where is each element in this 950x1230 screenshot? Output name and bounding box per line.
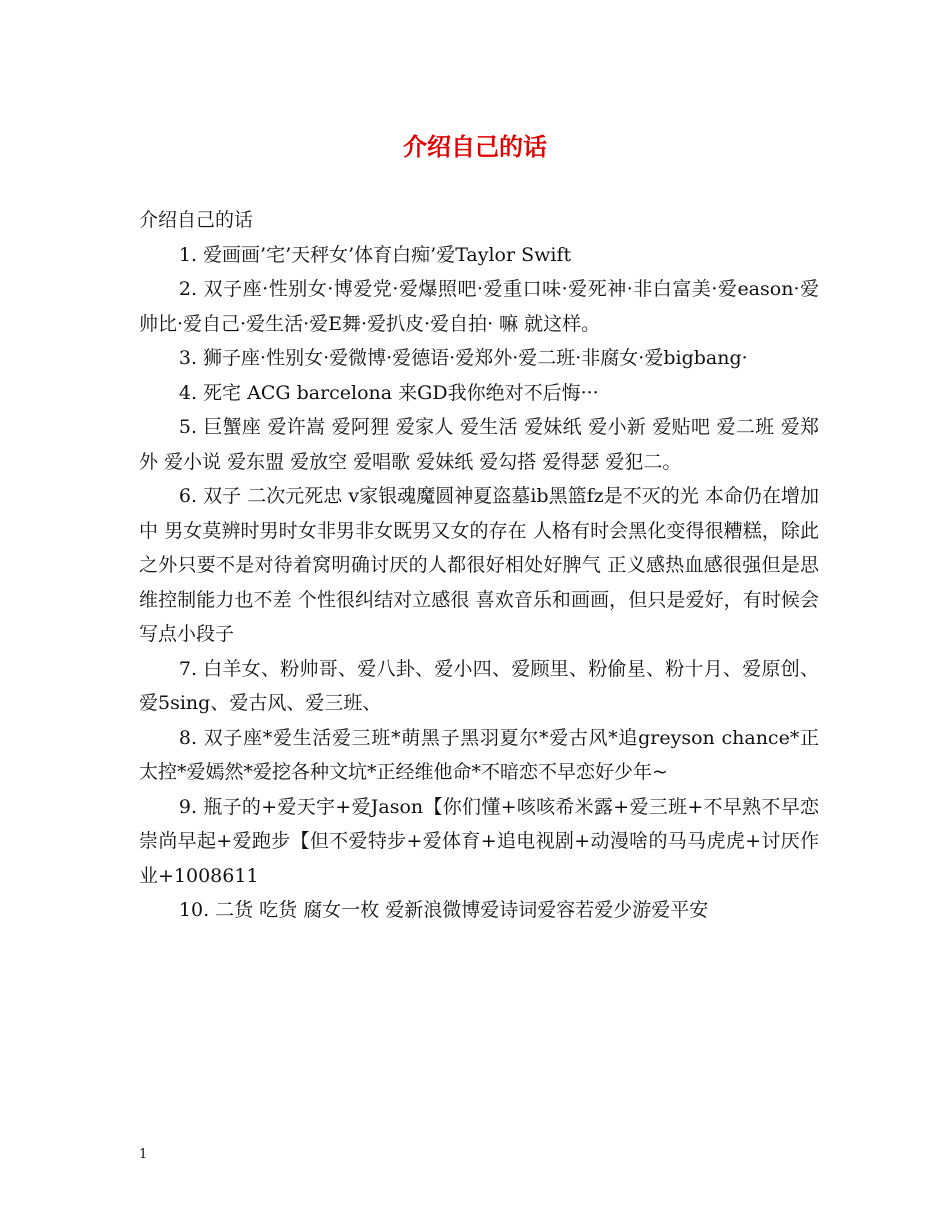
- list-item-3: 3. 狮子座·性别女·爱微博·爱德语·爱郑外·爱二班·非腐女·爱bigbang·: [178, 347, 748, 369]
- document-body: [139, 203, 819, 928]
- list-item-6: 6. 双子 二次元死忠 v家银魂魔圆神夏盗墓ib黑篮fz是不灭的光 本命仍在增加中 男女莫辨时男时女非男非女既男又女的存在 人格有时会黑化变得很糟糕，除此之外只要不是对待着窝明确讨厌的人都很好相处好脾气 正义感热血感很强但是思维控制能力也不差 个性很纠结对立感很 喜欢音乐和画画，但只是爱好，有时候会写点小段子: [139, 485, 819, 645]
- list-item-2: 2. 双子座·性别女·博爱党·爱爆照吧·爱重口味·爱死神·非白富美·爱eason·爱帅比·爱自己·爱生活·爱E舞·爱扒皮·爱自拍· 嘛 就这样。: [139, 278, 819, 335]
- list-item-10: 10. 二货 吃货 腐女一枚 爱新浪微博爱诗词爱容若爱少游爱平安: [178, 899, 709, 921]
- document-subtitle: 介绍自己的话: [139, 209, 254, 231]
- list-item-5: 5. 巨蟹座 爱许嵩 爱阿狸 爱家人 爱生活 爱妹纸 爱小新 爱贴吧 爱二班 爱郑外 爱小说 爱东盟 爱放空 爱唱歌 爱妹纸 爱勾搭 爱得瑟 爱犯二。: [139, 416, 819, 473]
- list-item-4: 4. 死宅 ACG barcelona 来GD我你绝对不后悔···: [178, 381, 599, 404]
- list-item-7: 7. 白羊女、粉帅哥、爱八卦、爱小四、爱顾里、粉偷星、粉十月、爱原创、爱5sing、爱古风、爱三班、: [139, 657, 819, 714]
- list-item-8: 8. 双子座*爱生活爱三班*萌黑子黑羽夏尔*爱古风*追greyson chance*正太控*爱嫣然*爱挖各种文坑*正经维他命*不暗恋不早恋好少年~: [139, 726, 819, 783]
- page-number: 1: [139, 1147, 148, 1162]
- list-item-1: 1. 爱画画’宅’天秤女’体育白痴’爱Taylor Swift: [178, 243, 572, 266]
- document-title: 介绍自己的话: [403, 132, 547, 161]
- list-item-9: 9. 瓶子的+爱天宇+爱Jason【你们懂+咳咳希米露+爱三班+不早熟不早恋崇尚早起+爱跑步【但不爱特步+爱体育+追电视剧+动漫啥的马马虎虎+讨厌作业+1008611: [139, 795, 819, 887]
